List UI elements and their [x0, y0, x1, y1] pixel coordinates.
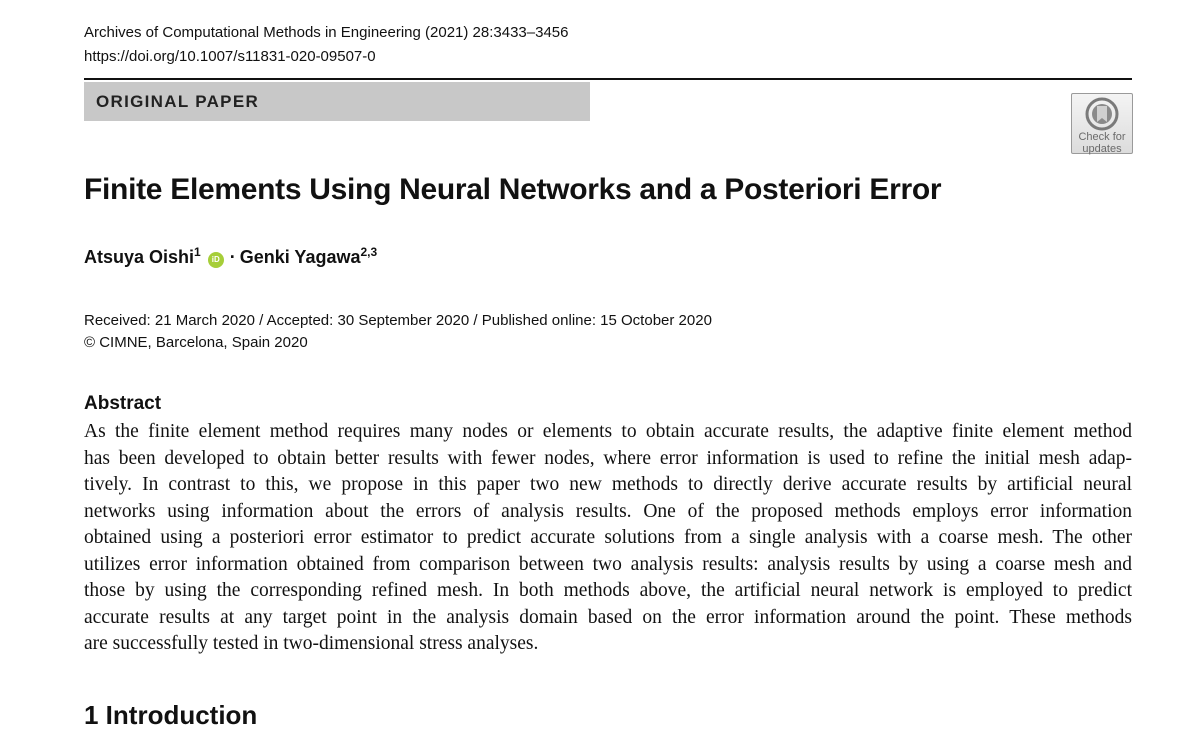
abstract-line: networks using information about the errors of analysis results. One of the proposed methods employs error information — [84, 500, 1132, 522]
abstract-line: tively. In contrast to this, we propose in this paper two new methods to directly derive accurate results by artificial neural — [84, 474, 1132, 495]
article-type-label: ORIGINAL PAPER — [96, 91, 260, 111]
author-list — [84, 247, 377, 268]
dates-line: Received: 21 March 2020 / Accepted: 30 September 2020 / Published online: 15 October 2020 — [84, 312, 712, 329]
abstract-line: those by using the corresponding refined mesh. In both methods above, the artificial neural network is employed to predict — [84, 580, 1132, 601]
copyright-line: © CIMNE, Barcelona, Spain 2020 — [84, 334, 308, 351]
abstract-line: are successfully tested in two-dimensional stress analyses. — [84, 633, 539, 654]
paper-title: Finite Elements Using Neural Networks and a Posteriori Error — [84, 173, 942, 206]
abstract-line: As the finite element method requires many nodes or elements to obtain accurate results, the adaptive finite element method — [84, 421, 1132, 442]
publication-dates — [84, 310, 712, 354]
abstract-heading: Abstract — [84, 393, 162, 414]
abstract-line: obtained using a posteriori error estimator to predict accurate solutions from a single analysis with a coarse mesh. The other — [84, 527, 1132, 548]
author-name[interactable]: Genki Yagawa — [239, 247, 361, 267]
author-affiliation: 2,3 — [360, 245, 378, 259]
author-affiliation: 1 — [194, 245, 201, 259]
article-type-band — [84, 82, 590, 121]
updates-label: updates — [1082, 143, 1122, 155]
check-for-updates-button[interactable] — [1071, 93, 1133, 154]
author-separator: · — [229, 247, 236, 267]
journal-citation: Archives of Computational Methods in Engineering (2021) 28:3433–3456 — [84, 24, 569, 41]
section-heading: 1 Introduction — [84, 700, 258, 730]
abstract-line: has been developed to obtain better results with fewer nodes, where error information is used to refine the initial mesh adap- — [84, 447, 1132, 469]
abstract-line: utilizes error information obtained from comparison between two analysis results: analysis results by using a coarse mesh and — [84, 553, 1132, 575]
header-rule — [84, 78, 1132, 80]
abstract-body — [84, 419, 1132, 658]
abstract-line: accurate results at any target point in the analysis domain based on the error information around the point. These methods — [84, 606, 1132, 628]
journal-header — [84, 21, 568, 69]
author-name[interactable]: Atsuya Oishi — [84, 247, 195, 267]
check-for-label: Check for — [1078, 131, 1126, 143]
crossmark-icon — [1085, 97, 1119, 131]
doi-link[interactable]: https://doi.org/10.1007/s11831-020-09507-0 — [84, 48, 376, 65]
orcid-icon[interactable]: iD — [208, 252, 224, 268]
